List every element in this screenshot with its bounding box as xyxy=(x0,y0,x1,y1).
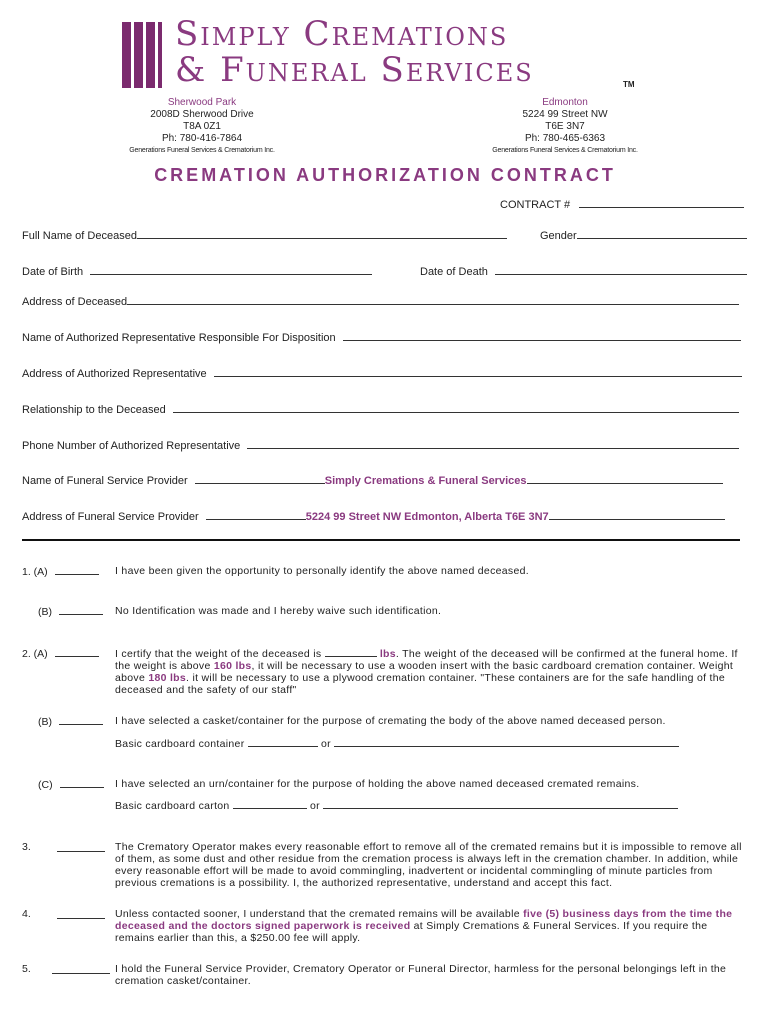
item-text-part: Weight above xyxy=(115,660,734,684)
branch-company: Generations Funeral Services & Crematorium Inc. xyxy=(492,147,638,154)
representative-address-field[interactable] xyxy=(22,366,747,380)
branch-street: 5224 99 Street NW xyxy=(522,109,608,120)
weight-input[interactable] xyxy=(325,647,377,657)
contract-title: CREMATION AUTHORIZATION CONTRACT xyxy=(154,165,616,185)
provider-name-label: Name of Funeral Service Provider xyxy=(22,475,188,487)
provider-address-value: 5224 99 Street NW Edmonton, Alberta T6E 3N7 xyxy=(305,511,549,523)
basic-container-label: Basic cardboard container xyxy=(115,738,245,750)
item-number-label: 5. xyxy=(22,963,31,975)
item-3-initial-input[interactable] xyxy=(57,842,105,852)
address-deceased-field[interactable] xyxy=(22,294,747,308)
date-of-birth-field[interactable] xyxy=(22,264,382,278)
provider-name-field[interactable] xyxy=(22,473,747,487)
item-text-part: If the weight is above xyxy=(115,648,738,672)
branch-street: 2008D Sherwood Drive xyxy=(150,109,254,120)
authorized-representative-label: Name of Authorized Representative Responsible For Disposition xyxy=(22,332,336,344)
item-1b-number[interactable] xyxy=(38,605,103,618)
branch-postal: T8A 0Z1 xyxy=(183,121,221,132)
branch-phone: Ph: 780-465-6363 xyxy=(524,133,606,144)
provider-address-label: Address of Funeral Service Provider xyxy=(22,511,199,523)
item-number-label: (B) xyxy=(38,716,52,728)
weight-160-label: 160 lbs xyxy=(213,660,252,672)
item-number-label: 2. (A) xyxy=(22,648,48,660)
item-4-initial-input[interactable] xyxy=(57,909,105,919)
trademark: TM xyxy=(623,80,635,89)
gender-label: Gender xyxy=(540,230,577,242)
representative-phone-label: Phone Number of Authorized Representative xyxy=(22,440,241,452)
branch-company: Generations Funeral Services & Crematorium Inc. xyxy=(129,147,275,154)
date-of-death-label: Date of Death xyxy=(420,266,488,278)
branch-city: Sherwood Park xyxy=(167,97,237,108)
item-3-text: The Crematory Operator makes every reasonable effort to remove all of the cremated remains but it is impossible to remove all of them, as some dust and other residue from the cremation process is always left in the cremation chamber. In addition, while every reasonable effort will be made to avoid commingling, inadvertent or incidental commingling of minute particles from previous cremations is a possibility. I, the authorized representative, understand and accept this fact. xyxy=(115,841,742,889)
other-urn-input[interactable] xyxy=(323,799,678,809)
item-2c-number[interactable] xyxy=(38,778,104,791)
availability-highlight: five (5) business days from the time the deceased and the doctors signed paperwork is received xyxy=(115,908,733,932)
authorized-representative-field[interactable] xyxy=(22,330,747,344)
address-deceased-label: Address of Deceased xyxy=(22,296,128,308)
item-number-label: 3. xyxy=(22,841,31,853)
branch-postal: T6E 3N7 xyxy=(545,121,585,132)
item-number-label: 4. xyxy=(22,908,31,920)
relationship-label: Relationship to the Deceased xyxy=(22,404,166,416)
logo-line-1: Simply Cremations xyxy=(175,14,509,54)
item-5-number xyxy=(22,963,31,975)
date-of-death-field[interactable] xyxy=(420,264,750,278)
branch-phone: Ph: 780-416-7864 xyxy=(161,133,243,144)
weight-180-label: 180 lbs xyxy=(148,672,187,684)
item-text-part: . it will be necessary to use a plywood cremation container. "These containers are for the safe handling of the deceased and the safety of our staff" xyxy=(115,672,726,696)
basic-container-input[interactable] xyxy=(248,737,318,747)
item-4-number xyxy=(22,908,31,920)
basic-carton-label: Basic cardboard carton xyxy=(115,800,230,812)
item-text-part: Unless contacted sooner, I understand that the cremated remains will be available xyxy=(115,908,520,920)
item-2b-number[interactable] xyxy=(38,715,103,728)
branch-sherwood-park xyxy=(92,97,312,157)
or-label: or xyxy=(310,800,320,812)
full-name-field[interactable] xyxy=(22,228,512,242)
relationship-field[interactable] xyxy=(22,402,747,416)
item-1b-text: No Identification was made and I hereby waive such identification. xyxy=(115,605,442,617)
item-4-text xyxy=(115,908,747,944)
item-number-label: (C) xyxy=(38,779,53,791)
item-2c-choice xyxy=(115,799,715,812)
representative-phone-field[interactable] xyxy=(22,438,747,452)
item-text-part: at Simply Cremations & Funeral Services. If you require the remains earlier than this, a $250.00 fee will apply. xyxy=(115,920,708,944)
provider-address-field[interactable] xyxy=(22,509,747,523)
item-2a-number[interactable] xyxy=(22,647,99,660)
branch-city: Edmonton xyxy=(542,97,588,108)
item-2a-text xyxy=(115,647,747,696)
item-5-text: I hold the Funeral Service Provider, Crematory Operator or Funeral Director, harmless for the personal belongings left in the cremation casket/container. xyxy=(115,963,727,987)
or-label: or xyxy=(320,738,331,750)
item-3-number xyxy=(22,841,31,853)
item-text-part: I certify that the weight of the deceased is xyxy=(115,648,322,660)
contract-number-field[interactable] xyxy=(500,197,750,211)
section-divider xyxy=(22,539,740,541)
item-2b-text: I have selected a casket/container for the purpose of cremating the body of the above named deceased person. xyxy=(115,715,666,727)
item-text-part: . The weight of the deceased will be confirmed at the funeral home. xyxy=(395,648,729,660)
date-of-birth-label: Date of Birth xyxy=(22,266,84,278)
contract-number-label: CONTRACT # xyxy=(500,199,571,211)
logo-bars xyxy=(122,22,162,88)
gender-field[interactable] xyxy=(540,228,750,242)
other-container-input[interactable] xyxy=(334,737,679,747)
branch-edmonton xyxy=(455,97,675,157)
item-2b-choice xyxy=(115,737,715,750)
provider-name-value: Simply Cremations & Funeral Services xyxy=(324,475,527,487)
lbs-label: lbs xyxy=(379,648,396,660)
item-number-label: 1. (A) xyxy=(22,566,48,578)
item-1a-number[interactable] xyxy=(22,565,99,578)
full-name-label: Full Name of Deceased xyxy=(22,230,137,242)
item-number-label: (B) xyxy=(38,606,52,618)
item-text-part: , it will be necessary to use a wooden insert with the basic cardboard cremation container. xyxy=(251,660,696,672)
representative-address-label: Address of Authorized Representative xyxy=(22,368,207,380)
basic-carton-input[interactable] xyxy=(233,799,307,809)
logo-line-2: & Funeral Services xyxy=(175,50,534,90)
item-5-initial-input[interactable] xyxy=(52,964,110,974)
item-2c-text: I have selected an urn/container for the purpose of holding the above named deceased cremated remains. xyxy=(115,778,640,790)
item-1a-text: I have been given the opportunity to personally identify the above named deceased. xyxy=(115,565,529,577)
